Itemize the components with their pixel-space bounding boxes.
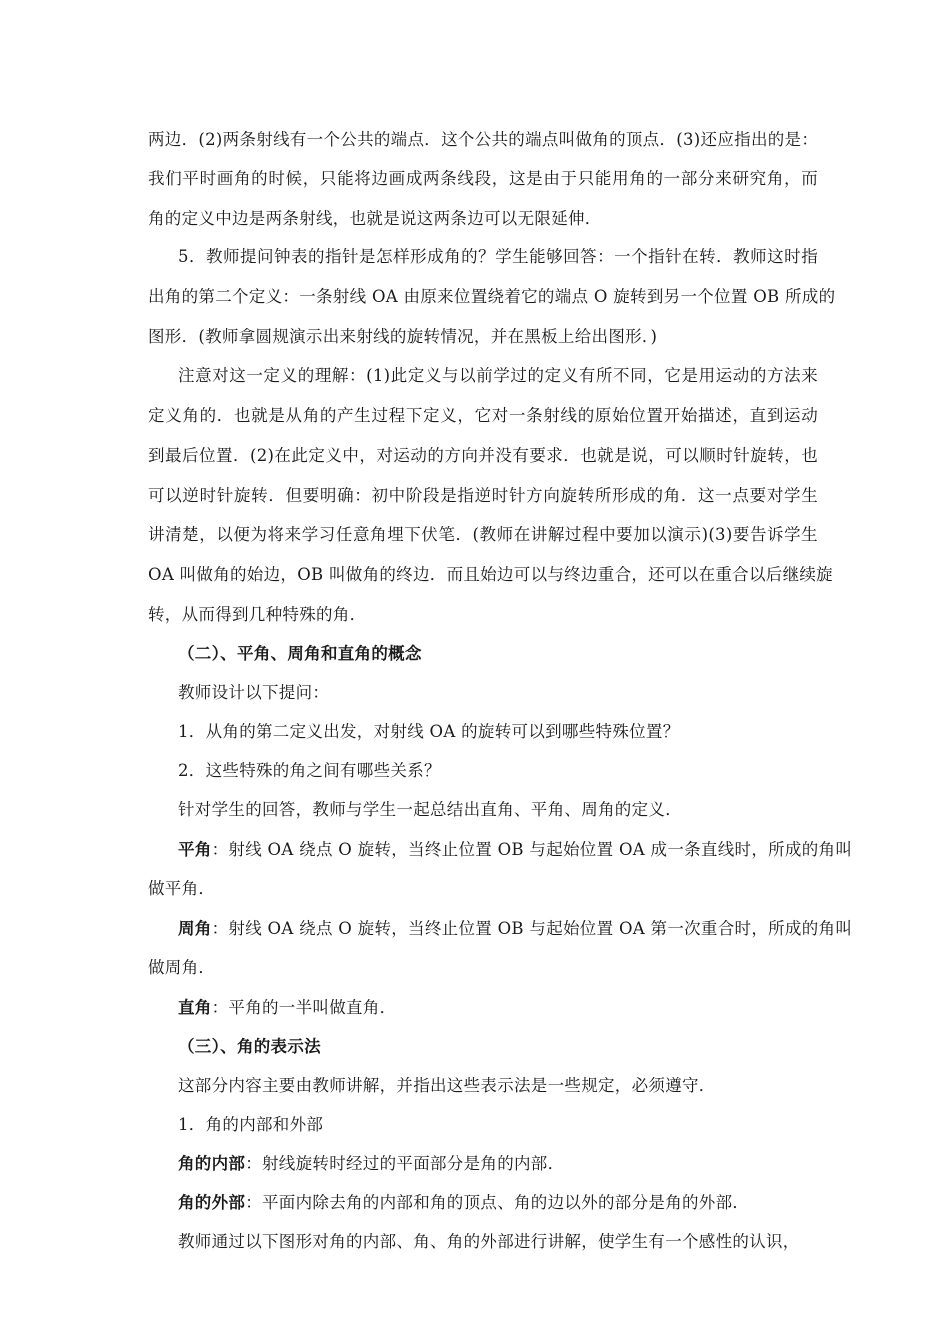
paragraph-line: 教师设计以下提问：	[178, 683, 330, 702]
list-item: 2．这些特殊的角之间有哪些关系？	[178, 761, 441, 780]
paragraph-line: 讲清楚，以便为将来学习任意角埋下伏笔．(教师在讲解过程中要加以演示)(3)要告诉学生	[148, 525, 818, 544]
section-heading: （二）、平角、周角和直角的概念	[178, 644, 422, 663]
paragraph-line: 两边．(2)两条射线有一个公共的端点．这个公共的端点叫做角的顶点．(3)还应指出的是：	[148, 130, 819, 149]
section-heading: （三）、角的表示法	[178, 1037, 321, 1056]
definition-angle-exterior	[178, 1191, 749, 1215]
paragraph-line: 教师通过以下图形对角的内部、角、角的外部进行讲解，使学生有一个感性的认识，	[178, 1232, 800, 1251]
paragraph-line: 我们平时画角的时候，只能将边画成两条线段，这是由于只能用角的一部分来研究角，而	[148, 169, 818, 188]
definition-angle-interior	[178, 1152, 564, 1176]
paragraph-line: OA 叫做角的始边，OB 叫做角的终边．而且始边可以与终边重合，还可以在重合以后继续旋	[148, 565, 833, 584]
definition-text: ：射线 OA 绕点 O 旋转，当终止位置 OB 与起始位置 OA 第一次重合时，所成的角叫	[211, 919, 853, 938]
paragraph-line: 图形．(教师拿圆规演示出来射线的旋转情况，并在黑板上给出图形．)	[148, 327, 658, 346]
definition-term: 周角	[178, 919, 212, 938]
definition-term: 角的内部	[178, 1154, 246, 1173]
paragraph-line: 出角的第二个定义：一条射线 OA 由原来位置绕着它的端点 O 旋转到另一个位置 OB 所成的	[148, 287, 836, 306]
paragraph-line: 角的定义中边是两条射线，也就是说这两条边可以无限延伸．	[148, 209, 602, 228]
definition-text: ：射线 OA 绕点 O 旋转，当终止位置 OB 与起始位置 OA 成一条直线时，所成的角叫	[211, 840, 853, 859]
paragraph-line: 定义角的．也就是从角的产生过程下定义，它对一条射线的原始位置开始描述，直到运动	[148, 406, 818, 425]
paragraph-line: 针对学生的回答，教师与学生一起总结出直角、平角、周角的定义．	[178, 800, 682, 819]
paragraph-line: 可以逆时针旋转．但要明确：初中阶段是指逆时针方向旋转所形成的角．这一点要对学生	[148, 486, 818, 505]
paragraph-line: 注意对这一定义的理解：(1)此定义与以前学过的定义有所不同，它是用运动的方法来	[178, 366, 818, 385]
definition-term: 直角	[178, 998, 212, 1017]
definition-text: ：射线旋转时经过的平面部分是角的内部．	[245, 1154, 565, 1173]
definition-full-angle	[178, 917, 852, 941]
definition-text: ：平面内除去角的内部和角的顶点、角的边以外的部分是角的外部．	[245, 1193, 750, 1212]
definition-term: 角的外部	[178, 1193, 246, 1212]
paragraph-line: 转，从而得到几种特殊的角．	[148, 605, 367, 624]
definition-straight-angle	[178, 838, 852, 862]
paragraph-line: 这部分内容主要由教师讲解，并指出这些表示法是一些规定，必须遵守．	[178, 1076, 716, 1095]
list-item: 1．从角的第二定义出发，对射线 OA 的旋转可以到哪些特殊位置？	[178, 722, 680, 741]
paragraph-line: 5．教师提问钟表的指针是怎样形成角的？学生能够回答：一个指针在转．教师这时指	[178, 247, 818, 266]
paragraph-line: 做周角．	[148, 958, 216, 977]
definition-text: ：平角的一半叫做直角．	[211, 998, 397, 1017]
paragraph-line: 做平角．	[148, 879, 216, 898]
definition-right-angle	[178, 996, 396, 1020]
definition-term: 平角	[178, 840, 212, 859]
list-item: 1．角的内部和外部	[178, 1115, 324, 1134]
paragraph-line: 到最后位置．(2)在此定义中，对运动的方向并没有要求．也就是说，可以顺时针旋转，也	[148, 446, 818, 465]
